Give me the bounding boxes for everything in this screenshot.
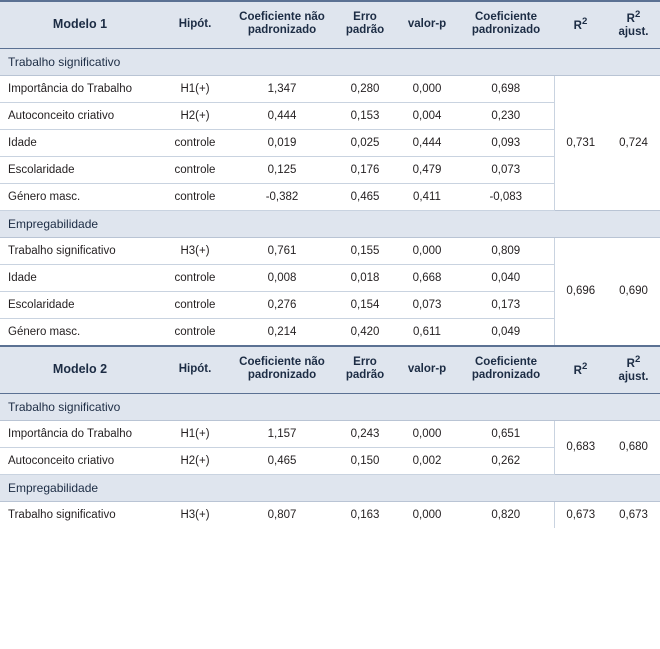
row-valor-p: 0,411 xyxy=(396,183,458,210)
header-erro-padrao-2: Erro padrão xyxy=(334,346,396,393)
row-beta: 0,093 xyxy=(458,129,554,156)
row-coef: 1,157 xyxy=(230,420,334,447)
row-label: Escolaridade xyxy=(0,156,160,183)
row-erro: 0,420 xyxy=(334,318,396,346)
row-valor-p: 0,000 xyxy=(396,75,458,102)
header-r2-ajust-1: $R^2$ ajust. xyxy=(607,1,660,48)
section-title: Trabalho significativo xyxy=(0,48,660,75)
row-hipotese: controle xyxy=(160,291,230,318)
row-label: Género masc. xyxy=(0,318,160,346)
row-label: Importância do Trabalho xyxy=(0,75,160,102)
row-r2: 0,683 xyxy=(554,420,607,474)
row-label: Idade xyxy=(0,129,160,156)
row-valor-p: 0,002 xyxy=(396,447,458,474)
row-r2-ajust: 0,690 xyxy=(607,237,660,346)
row-beta: 0,073 xyxy=(458,156,554,183)
row-coef: 0,444 xyxy=(230,102,334,129)
row-hipotese: H3(+) xyxy=(160,501,230,528)
row-erro: 0,154 xyxy=(334,291,396,318)
row-valor-p: 0,611 xyxy=(396,318,458,346)
row-valor-p: 0,000 xyxy=(396,237,458,264)
row-valor-p: 0,004 xyxy=(396,102,458,129)
row-coef: 0,465 xyxy=(230,447,334,474)
table-row xyxy=(0,75,660,102)
row-coef: 1,347 xyxy=(230,75,334,102)
row-label: Trabalho significativo xyxy=(0,237,160,264)
row-hipotese: H2(+) xyxy=(160,447,230,474)
row-erro: 0,150 xyxy=(334,447,396,474)
row-label: Escolaridade xyxy=(0,291,160,318)
row-r2-ajust: 0,680 xyxy=(607,420,660,474)
row-hipotese: H1(+) xyxy=(160,420,230,447)
header-model-2: Modelo 2 xyxy=(0,346,160,393)
header-model-1: Modelo 1 xyxy=(0,1,160,48)
row-erro: 0,243 xyxy=(334,420,396,447)
row-erro: 0,155 xyxy=(334,237,396,264)
row-valor-p: 0,073 xyxy=(396,291,458,318)
row-valor-p: 0,668 xyxy=(396,264,458,291)
row-beta: 0,040 xyxy=(458,264,554,291)
row-hipotese: controle xyxy=(160,156,230,183)
row-coef: 0,125 xyxy=(230,156,334,183)
section-row-empregabilidade-m1 xyxy=(0,210,660,237)
row-beta: 0,262 xyxy=(458,447,554,474)
row-beta: 0,173 xyxy=(458,291,554,318)
row-beta: 0,820 xyxy=(458,501,554,528)
row-hipotese: controle xyxy=(160,264,230,291)
section-row-empregabilidade-m2 xyxy=(0,474,660,501)
row-r2: 0,731 xyxy=(554,75,607,210)
row-beta: 0,809 xyxy=(458,237,554,264)
header-row-model-2 xyxy=(0,346,660,393)
row-hipotese: controle xyxy=(160,183,230,210)
row-erro: 0,465 xyxy=(334,183,396,210)
row-erro: 0,280 xyxy=(334,75,396,102)
header-coef-nao-padronizado-1: Coeficiente não padronizado xyxy=(230,1,334,48)
header-valor-p-2: valor-p xyxy=(396,346,458,393)
row-label: Trabalho significativo xyxy=(0,501,160,528)
row-hipotese: H1(+) xyxy=(160,75,230,102)
header-r2-ajust-2: $R^2$ ajust. xyxy=(607,346,660,393)
row-r2: 0,673 xyxy=(554,501,607,528)
row-valor-p: 0,479 xyxy=(396,156,458,183)
row-label: Autoconceito criativo xyxy=(0,447,160,474)
header-coef-padronizado-1: Coeficiente padronizado xyxy=(458,1,554,48)
header-hipotese-1: Hipót. xyxy=(160,1,230,48)
header-coef-padronizado-2: Coeficiente padronizado xyxy=(458,346,554,393)
section-row-trabalho-significativo-m1 xyxy=(0,48,660,75)
header-r2-1: $R^2$ xyxy=(554,1,607,48)
row-beta: 0,651 xyxy=(458,420,554,447)
row-coef: 0,214 xyxy=(230,318,334,346)
row-hipotese: H3(+) xyxy=(160,237,230,264)
row-beta: 0,049 xyxy=(458,318,554,346)
row-erro: 0,153 xyxy=(334,102,396,129)
table-row xyxy=(0,501,660,528)
section-title: Trabalho significativo xyxy=(0,393,660,420)
row-r2: 0,696 xyxy=(554,237,607,346)
row-r2-ajust: 0,724 xyxy=(607,75,660,210)
row-erro: 0,018 xyxy=(334,264,396,291)
section-title: Empregabilidade xyxy=(0,210,660,237)
header-hipotese-2: Hipót. xyxy=(160,346,230,393)
row-beta: -0,083 xyxy=(458,183,554,210)
section-row-trabalho-significativo-m2 xyxy=(0,393,660,420)
row-erro: 0,176 xyxy=(334,156,396,183)
header-valor-p-1: valor-p xyxy=(396,1,458,48)
row-coef: 0,807 xyxy=(230,501,334,528)
row-valor-p: 0,000 xyxy=(396,501,458,528)
row-valor-p: 0,000 xyxy=(396,420,458,447)
header-row-model-1 xyxy=(0,1,660,48)
row-valor-p: 0,444 xyxy=(396,129,458,156)
row-coef: 0,276 xyxy=(230,291,334,318)
row-beta: 0,230 xyxy=(458,102,554,129)
table-row xyxy=(0,420,660,447)
row-r2-ajust: 0,673 xyxy=(607,501,660,528)
row-coef: 0,008 xyxy=(230,264,334,291)
table-row xyxy=(0,237,660,264)
row-erro: 0,025 xyxy=(334,129,396,156)
row-label: Idade xyxy=(0,264,160,291)
row-label: Importância do Trabalho xyxy=(0,420,160,447)
row-erro: 0,163 xyxy=(334,501,396,528)
section-title: Empregabilidade xyxy=(0,474,660,501)
row-coef: -0,382 xyxy=(230,183,334,210)
row-coef: 0,019 xyxy=(230,129,334,156)
row-label: Género masc. xyxy=(0,183,160,210)
row-hipotese: H2(+) xyxy=(160,102,230,129)
header-r2-2: $R^2$ xyxy=(554,346,607,393)
row-label: Autoconceito criativo xyxy=(0,102,160,129)
header-erro-padrao-1: Erro padrão xyxy=(334,1,396,48)
row-beta: 0,698 xyxy=(458,75,554,102)
row-coef: 0,761 xyxy=(230,237,334,264)
header-coef-nao-padronizado-2: Coeficiente não padronizado xyxy=(230,346,334,393)
row-hipotese: controle xyxy=(160,318,230,346)
row-hipotese: controle xyxy=(160,129,230,156)
